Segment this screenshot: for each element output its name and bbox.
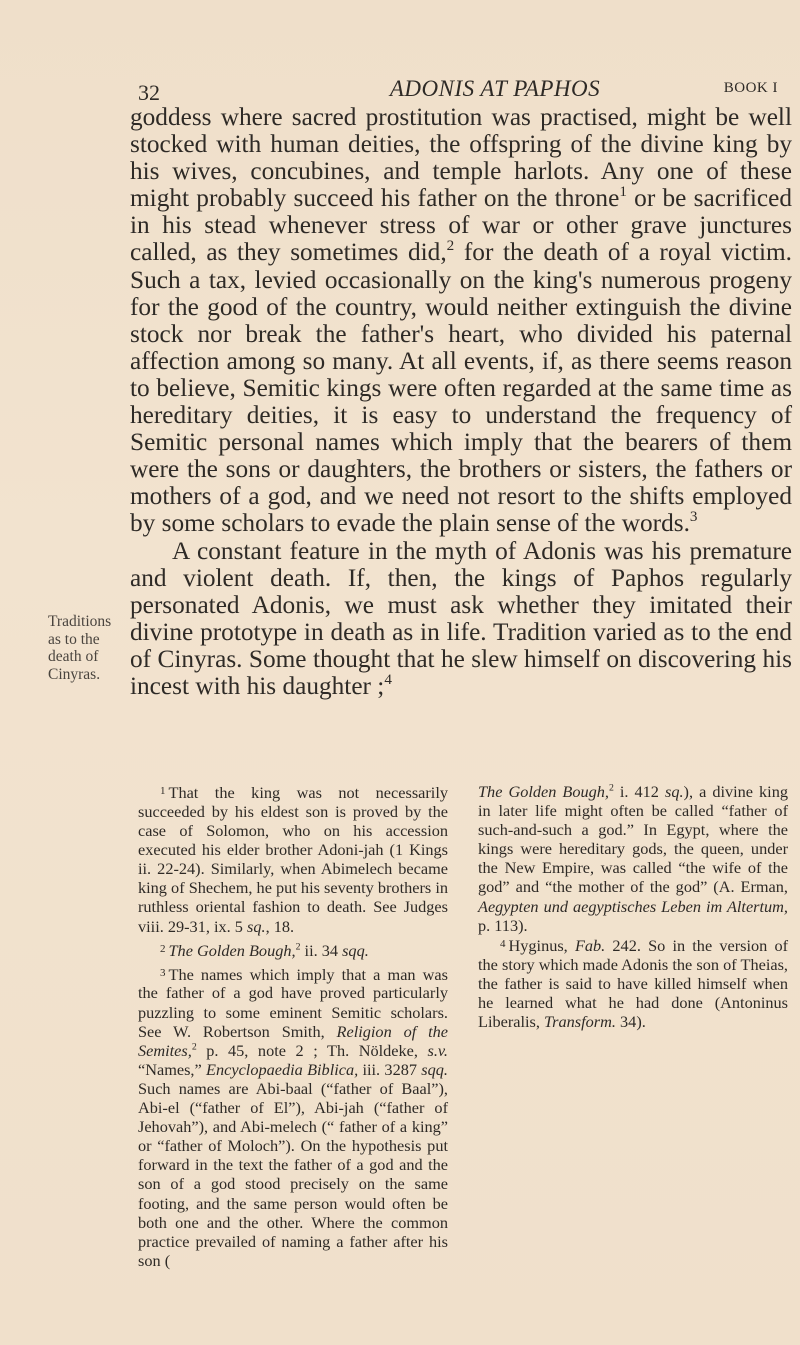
running-title: ADONIS AT PAPHOS bbox=[389, 76, 601, 101]
text-run: for the death of a royal victim. Such a tax, levied occasionally on the king's numerous progeny for the good of the country, would neither extinguish the divine stock nor break the father's heart, who divided his paternal affection among so many. At all events, if, as there seems reason to believe, Semitic kings were often regarded at the same time as hereditary deities, it is easy to understand the frequency of Semitic personal names which imply that the bearers of them were the sons or daughters, the brothers or sisters, the fathers or mothers of a god, and we need not resort to the shifts employed by some scholars to evade the plain sense of the words. bbox=[130, 238, 792, 538]
text-run: or be sacrificed in his stead whenever stress of war or other grave junctures called, as they sometimes did, bbox=[130, 184, 792, 267]
text-run: , 18. bbox=[265, 916, 295, 936]
sidenote-line: death of bbox=[48, 648, 99, 666]
footnote-ref[interactable]: 2 bbox=[446, 237, 455, 255]
footnote-1 bbox=[138, 782, 448, 936]
footnote-ref[interactable]: 3 bbox=[689, 508, 698, 526]
text-run: i. 412 bbox=[613, 782, 665, 801]
text-run: sqq. bbox=[421, 1059, 448, 1079]
book-label: BOOK I bbox=[723, 80, 778, 96]
footnote-column-left bbox=[138, 782, 448, 1270]
text-run: That the king was not necessarily succeeded by his eldest son is proved by the case of Solomon, who on his accession executed his elder brother Adoni-jah (1 Kings ii. 22-24). Similarly, when Abimelech became king of Shechem, he put his seventy brothers in ruthless oriental fashion to death. See Judges viii. 29-31, ix. 5 bbox=[138, 782, 448, 936]
footnote-column-right bbox=[478, 782, 788, 1270]
text-run: 34). bbox=[615, 1011, 646, 1031]
text-run: sq. bbox=[247, 916, 266, 936]
footnote-2 bbox=[138, 940, 448, 960]
footnote-number: 2 bbox=[160, 942, 166, 955]
footnote-3 bbox=[138, 964, 448, 1270]
running-head bbox=[130, 74, 800, 104]
edition-mark: 2 bbox=[295, 941, 301, 953]
text-run: Hyginus, bbox=[508, 935, 575, 955]
book-title: Encyclopaedia Biblica, bbox=[206, 1059, 359, 1079]
margin-sidenote bbox=[48, 613, 128, 683]
footnote-3-continued bbox=[478, 782, 788, 935]
sidenote-line: as to the bbox=[48, 630, 100, 648]
footnote-ref[interactable]: 1 bbox=[619, 183, 627, 201]
text-run: A constant feature in the myth of Adonis was his premature and violent death. If, then, the kings of Paphos regularly personated Adonis, we must ask whether they imitated their divine prototype in death as in life. Tradition varied as to the end of Cinyras. Some thought that he slew himself on discovering his incest with his daughter ; bbox=[130, 536, 792, 700]
book-title: The Golden Bough, bbox=[478, 782, 609, 801]
text-run: Such names are Abi-baal (“father of Baal”), Abi-el (“father of El”), Abi-jah (“father of Jehovah”), and Abi-melech (“ father of a king” or “father of Moloch”). On the hypothesis put forward in the text the father of a god and the son of a god stood precisely on the same footing, and the same person would often be both one and the other. Where the common practice prevailed of naming a father after his son ( bbox=[138, 1078, 448, 1270]
footnote-number: 3 bbox=[160, 966, 166, 979]
text-run: p. 113). bbox=[478, 915, 528, 935]
footnote-number: 1 bbox=[160, 785, 166, 797]
book-title: Transform. bbox=[544, 1011, 616, 1031]
text-run: ), a divine king in later life might often be called “father of such-and-such a god.” In Egypt, where the kings were hereditary gods, the queen, under the New Empire, was called “the wife of the god” and “the mother of the god” (A. Erman, bbox=[478, 782, 788, 897]
text-run: p. 45, note 2 ; Th. Nöldeke, bbox=[196, 1040, 428, 1060]
text-run: sq. bbox=[664, 782, 684, 801]
text-run: s.v. bbox=[427, 1040, 448, 1060]
edition-mark: 2 bbox=[191, 1041, 197, 1053]
text-run: iii. 3287 bbox=[358, 1059, 422, 1079]
text-run: Fab. bbox=[574, 935, 606, 955]
footnote-number: 4 bbox=[500, 937, 506, 950]
footnote-4 bbox=[478, 935, 788, 1031]
book-title: The Golden Bough, bbox=[168, 940, 296, 960]
book-title: Religion of the Semites, bbox=[138, 1021, 449, 1060]
book-title: Aegypten und aegyptisches Leben im Altertum, bbox=[478, 896, 788, 916]
main-text bbox=[130, 104, 792, 700]
text-run: ii. 34 bbox=[300, 940, 343, 960]
page-number: 32 bbox=[138, 80, 160, 105]
text-run: goddess where sacred prostitution was practised, might be well stocked with human deities, the offspring of the divine king by his wives, concubines, and temple harlots. Any one of these might probably succeed his father on the throne bbox=[130, 103, 792, 213]
text-run: sqq. bbox=[342, 940, 369, 960]
edition-mark: 2 bbox=[608, 782, 614, 794]
sidenote-line: Cinyras. bbox=[48, 665, 101, 683]
footnote-ref[interactable]: 4 bbox=[384, 671, 392, 689]
text-run: 242. So in the version of the story which made Adonis the son of Theias, the father is said to have killed himself when he learned what he had done (Antoninus Liberalis, bbox=[478, 935, 789, 1031]
sidenote-line: Traditions bbox=[48, 613, 112, 630]
paragraph bbox=[130, 538, 792, 701]
text-run: The names which imply that a man was the father of a god have proved particularly puzzling to some eminent Semitic scholars. See W. Robertson Smith, bbox=[138, 964, 448, 1041]
footnotes bbox=[138, 782, 788, 1270]
paragraph bbox=[130, 104, 792, 538]
text-run: “Names,” bbox=[138, 1059, 207, 1079]
